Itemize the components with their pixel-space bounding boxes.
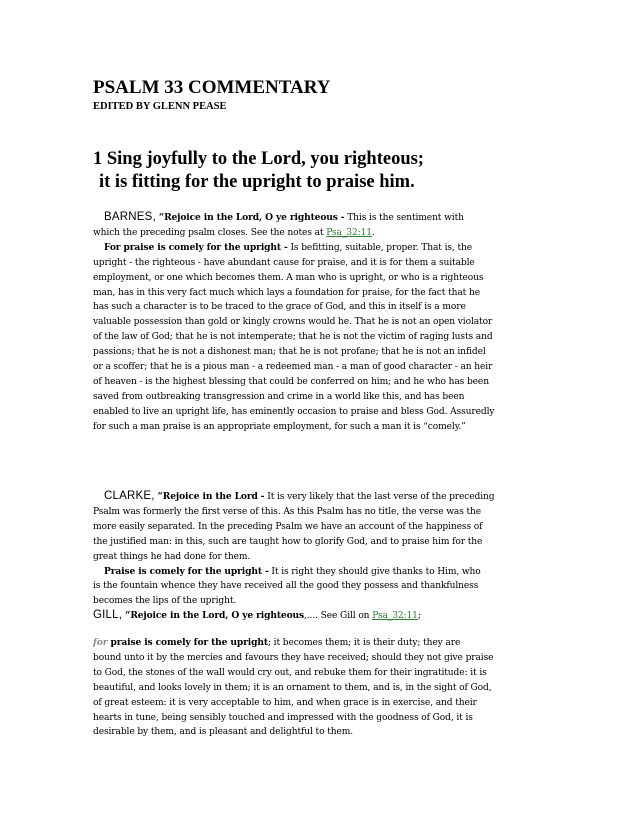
barnes-line-2-end: . [371, 227, 375, 238]
clarke-text-line: the justified man: in this, such are taught how to glorify God, and to praise him for the [93, 536, 483, 547]
barnes-lemma-1: Rejoice in the Lord, O ye righteous - [164, 212, 345, 223]
document-title: PSALM 33 COMMENTARY [93, 77, 331, 98]
barnes-psa-32-11-link[interactable]: Psa_32:11 [326, 227, 372, 238]
barnes-text-line: enabled to live an upright life, has eminently occasion to praise and bless God. Assuredly [93, 406, 495, 417]
barnes-line-3-text: Is befitting, suitable, proper. That is, the [287, 242, 472, 253]
barnes-text-line: for such a man praise is an appropriate employment, for such a man it is “comely.” [93, 421, 466, 432]
barnes-text-line: valuable possession than gold or kingly crowns would he. That he is not an open violator [93, 317, 493, 328]
gill-text-line: desirable by them, and is pleasant and delightful to them. [93, 727, 354, 738]
barnes-text-line: upright - the righteous - have abundant cause for praise, and it is for them a suitable [93, 257, 475, 268]
gill-quote-mark: “ [122, 610, 131, 621]
gill-text-line: beautiful, and looks lovely in them; it is an ornament to them, and is, in the sight of God, [93, 682, 492, 693]
gill-for-word: for [93, 637, 108, 648]
barnes-author: BARNES, [104, 211, 156, 223]
barnes-text-line: passions; that he is not a dishonest man; that he is not profane; that he is not an infidel [93, 347, 486, 358]
barnes-line-1 [93, 210, 548, 226]
verse-line-2: it is fitting for the upright to praise him. [99, 172, 415, 192]
barnes-text-line: employment, or one which becomes them. A man who is upright, or who is a righteous [93, 272, 484, 283]
gill-text-line: of great esteem: it is very acceptable to him, and when grace is in exercise, and their [93, 697, 477, 708]
gill-text-line: bound unto it by the mercies and favours they have received; should they not give praise [93, 652, 494, 663]
gill-line-1-text: ,.... See Gill on [304, 611, 373, 621]
barnes-commentary [93, 210, 548, 435]
clarke-text-line: is the fountain whence they have received all the good they possess and thankfulness [93, 581, 479, 592]
gill-lemma-1: Rejoice in the Lord, O ye righteous [130, 610, 305, 621]
clarke-author: CLARKE, [104, 490, 155, 502]
barnes-text-line: man, has in this very fact much which lays a foundation for praise, for the fact that he [93, 287, 480, 298]
clarke-line-1 [93, 489, 548, 505]
gill-line-2-text: ; it becomes them; it is their duty; they are [267, 638, 461, 648]
barnes-text-line: of heaven - is the highest blessing that could be conferred on him; and he who has been [93, 376, 489, 387]
barnes-line-1-text: This is the sentiment with [344, 213, 464, 223]
gill-text-line: hearts in tune, being sensibly touched and impressed with the goodness of God, it is [93, 712, 473, 723]
barnes-text-line: or a scoffer; that he is a pious man - a redeemed man - a man of good character - an heir [93, 362, 493, 373]
barnes-line-2-text: which the preceding psalm closes. See the notes at [93, 227, 327, 238]
clarke-line-1-text: It is very likely that the last verse of the preceding [264, 492, 495, 502]
gill-line-1-end: ; [417, 611, 421, 621]
barnes-lemma-2: For praise is comely for the upright - [104, 241, 288, 253]
clarke-lemma-1: Rejoice in the Lord - [162, 491, 265, 502]
verse-line-1: 1 Sing joyfully to the Lord, you righteous; [93, 149, 424, 169]
clarke-text-line: great things he had done for them. [93, 551, 251, 562]
document-editor: EDITED BY GLENN PEASE [93, 101, 227, 112]
clarke-line-6 [93, 565, 548, 580]
barnes-line-2 [93, 226, 548, 241]
clarke-line-6-text: It is right they should give thanks to Him, who [268, 566, 481, 577]
barnes-text-line: saved from outbreaking transgression and crime in a world like this, and has been [93, 391, 465, 402]
clarke-quote-mark: “ [154, 491, 163, 502]
clarke-text-line: becomes the lips of the upright. [93, 596, 237, 607]
clarke-commentary [93, 489, 548, 609]
gill-line-2 [93, 636, 548, 651]
barnes-text-line: of the law of God; that he is not intemperate; that he is not the victim of raging lusts and [93, 332, 493, 343]
gill-line-1 [93, 608, 548, 624]
barnes-text-line: has such a character is to be traced to the grace of God, and this in itself is a more [93, 302, 466, 313]
clarke-lemma-2: Praise is comely for the upright - [104, 565, 269, 577]
verse-heading [93, 148, 563, 194]
gill-lemma-2: praise is comely for the upright [107, 637, 268, 648]
gill-commentary-body [93, 636, 548, 740]
gill-author: GILL, [93, 609, 123, 621]
gill-commentary [93, 608, 548, 624]
barnes-line-3 [93, 241, 548, 256]
gill-text-line: to God, the stones of the wall would cry out, and rebuke them for their ingratitude: it is [93, 667, 487, 678]
clarke-text-line: Psalm was formerly the first verse of this. As this Psalm has no title, the verse was the [93, 506, 482, 517]
gill-psa-32-11-link[interactable]: Psa_32:11 [372, 611, 418, 621]
clarke-text-line: more easily separated. In the preceding Psalm we have an account of the happiness of [93, 521, 483, 532]
barnes-quote-mark: “ [155, 212, 165, 223]
